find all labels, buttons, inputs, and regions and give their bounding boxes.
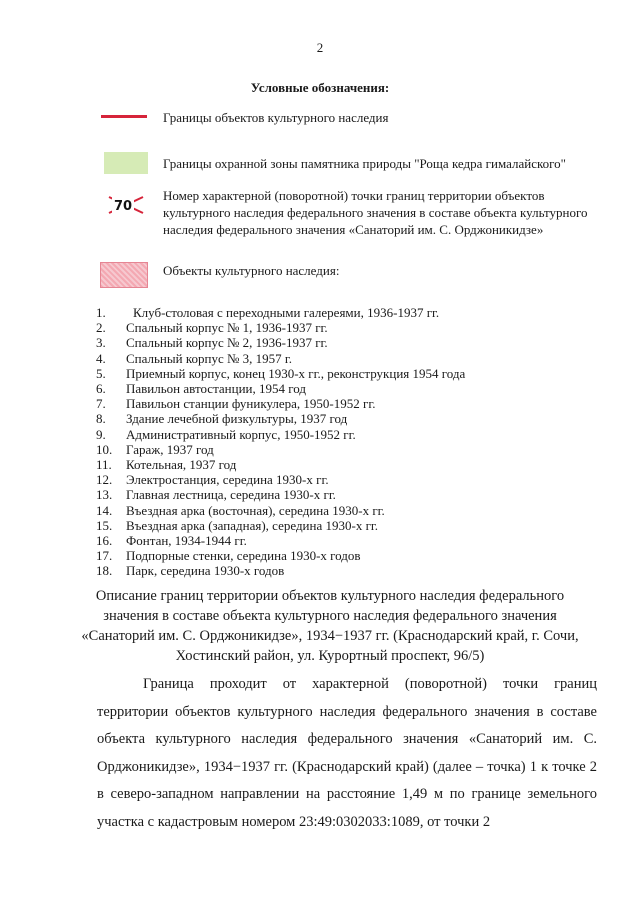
list-item: 12. Электростанция, середина 1930-х гг. xyxy=(96,472,329,488)
legend-text-heritage-objects: Объекты культурного наследия: xyxy=(163,263,340,278)
description-body: Граница проходит от характерной (поворотной) точки границ территории объектов культурного наследия федерального значения в составе объекта культурного наследия федерального значения «Санаторий им. С. Орджоникидзе», 1934−1937 гг. (Краснодарский край) (далее – точка) 1 к точке 2 в северо-западном направлении на расстояние 1,49 м по границе земельного участка с кадастровым номером 23:49:0302033:1089, от точки 2 xyxy=(97,676,597,830)
list-item: 3. Спальный корпус № 2, 1936-1937 гг. xyxy=(96,335,328,351)
legend-text-protection-zone: Границы охранной зоны памятника природы "Роща кедра гималайского" xyxy=(163,156,566,171)
page-number: 2 xyxy=(316,40,324,55)
list-item: 18. Парк, середина 1930-х годов xyxy=(96,563,285,579)
list-item: 10. Гараж, 1937 год xyxy=(96,441,214,457)
legend-text-point-marker: Номер характерной (поворотной) точки границ территории объектов культурного наследия федерального значения в составе объекта культурного наследия федерального значения «Санаторий им. С. Орджоникидзе» xyxy=(163,188,588,237)
list-item: 13. Главная лестница, середина 1930-х гг. xyxy=(96,487,336,503)
list-item: 16. Фонтан, 1934-1944 гг. xyxy=(96,533,247,549)
list-item: 17. Подпорные стенки, середина 1930-х годов xyxy=(96,548,361,564)
legend-symbol-point-marker-icon xyxy=(106,193,146,217)
list-item: 11. Котельная, 1937 год xyxy=(96,457,237,473)
list-item: 14. Въездная арка (восточная), середина 1930-х гг. xyxy=(96,502,385,518)
list-item: 7. Павильон станции фуникулера, 1950-1952 гг. xyxy=(96,396,376,412)
point-marker-label: 70 xyxy=(113,199,133,214)
list-item: 9. Административный корпус, 1950-1952 гг. xyxy=(96,426,356,442)
list-item: 6. Павильон автостанции, 1954 год xyxy=(96,381,307,397)
legend-title: Условные обозначения: xyxy=(250,80,390,95)
list-item: 1. Клуб-столовая с переходными галереями, 1936-1937 гг. xyxy=(96,305,440,320)
list-item: 5. Приемный корпус, конец 1930-х гг., реконструкция 1954 года xyxy=(96,365,466,381)
list-item: 4. Спальный корпус № 3, 1957 г. xyxy=(96,350,292,366)
heritage-objects-list xyxy=(96,305,616,579)
legend-symbol-heritage-objects xyxy=(100,262,148,288)
legend-symbol-boundary-line xyxy=(101,115,147,118)
description-title: Описание границ территории объектов культурного наследия федерального значения в составе объекта культурного наследия федерального значения «Санаторий им. С. Орджоникидзе», 1934−1937 гг. (Краснодарский край, г. Сочи, Хостинский район, ул. Курортный проспект, 96/5) xyxy=(81,588,579,664)
list-item: 2. Спальный корпус № 1, 1936-1937 гг. xyxy=(96,320,328,336)
legend-symbol-protection-zone xyxy=(104,152,148,174)
legend-text-boundary: Границы объектов культурного наследия xyxy=(163,110,389,125)
list-item: 8. Здание лечебной физкультуры, 1937 год xyxy=(96,411,348,427)
list-item: 15. Въездная арка (западная), середина 1930-х гг. xyxy=(96,517,379,533)
